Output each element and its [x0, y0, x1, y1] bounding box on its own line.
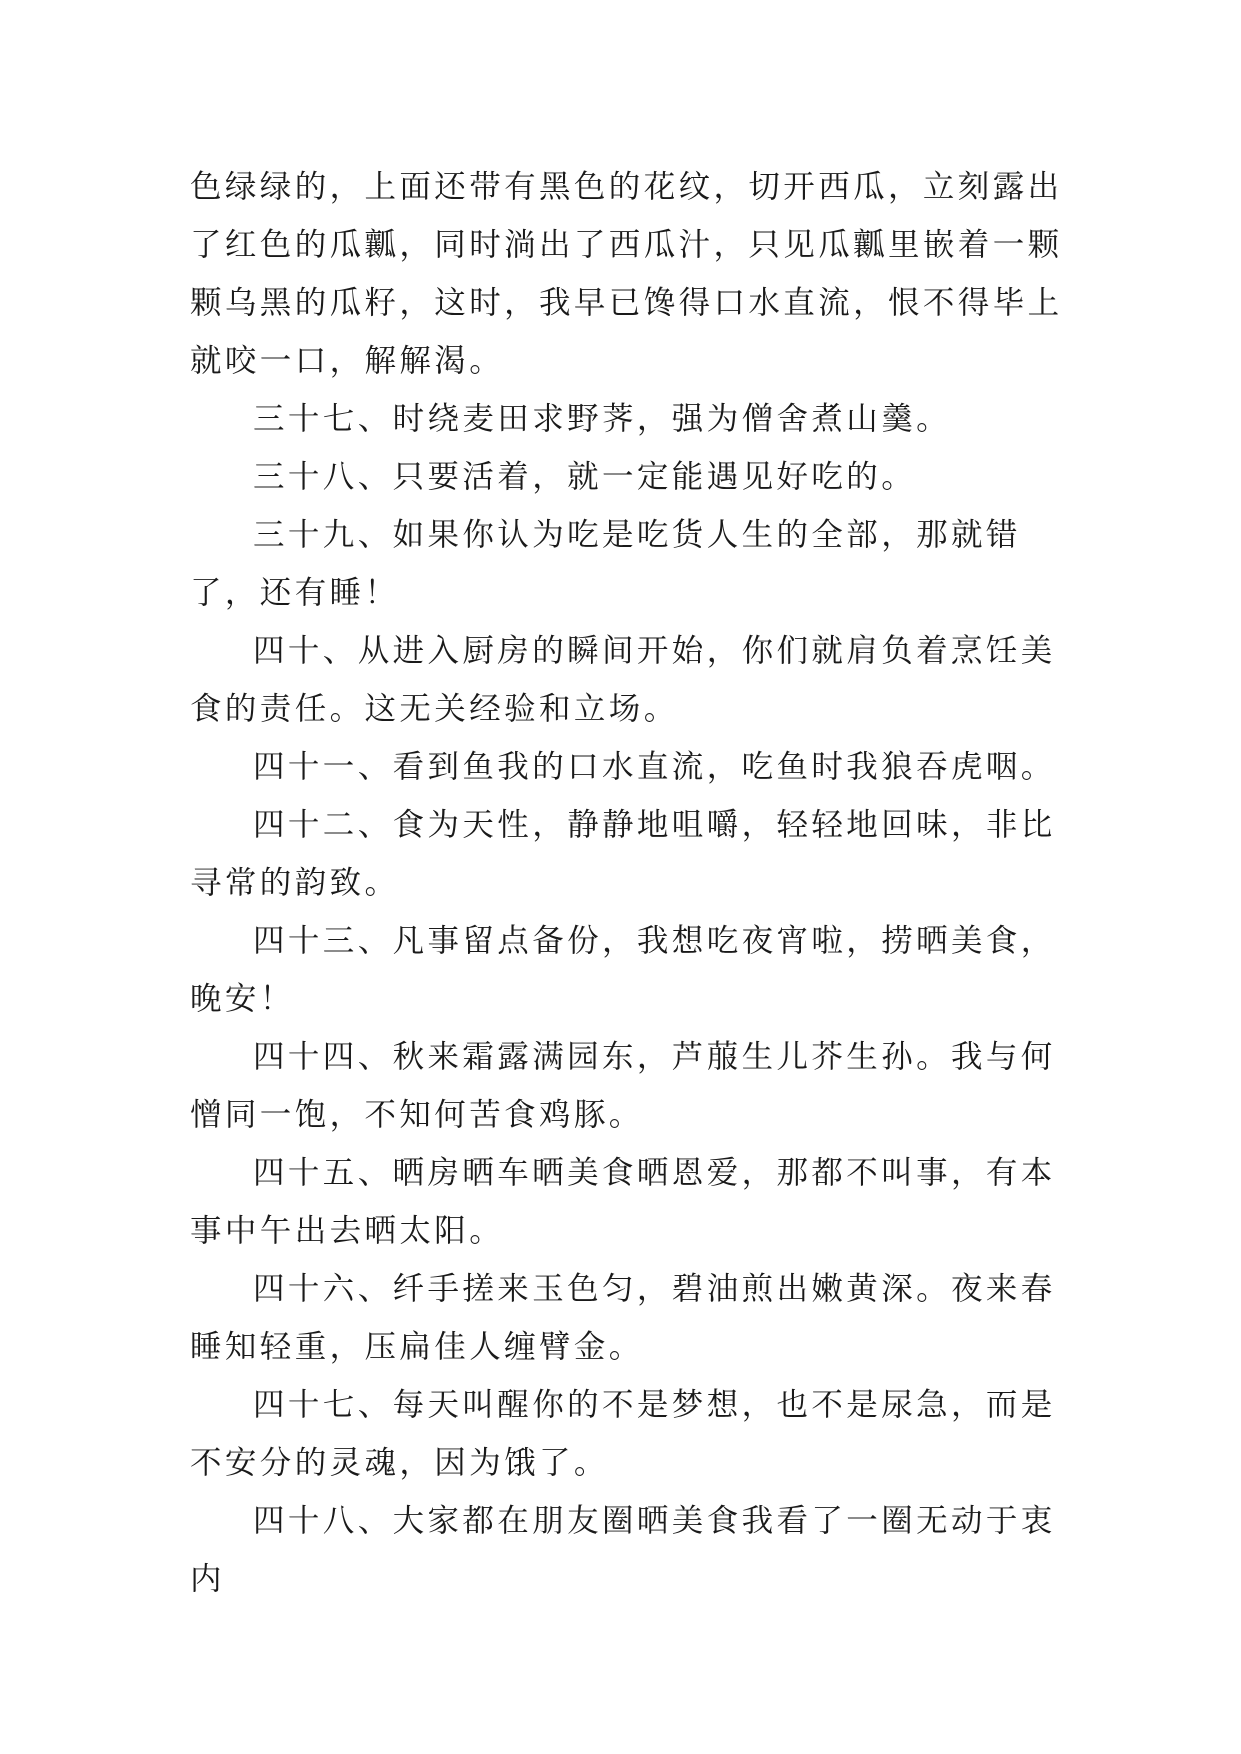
- paragraph-40: 四十、从进入厨房的瞬间开始，你们就肩负着烹饪美食的责任。这无关经验和立场。: [190, 633, 1056, 727]
- document-body: [190, 158, 1070, 1608]
- paragraph-39: 三十九、如果你认为吃是吃货人生的全部，那就错了，还有睡！: [190, 517, 1021, 611]
- paragraph-38: 三十八、只要活着，就一定能遇见好吃的。: [253, 459, 917, 495]
- paragraph-42: 四十二、食为天性，静静地咀嚼，轻轻地回味，非比寻常的韵致。: [190, 807, 1056, 901]
- paragraph-48: 四十八、大家都在朋友圈晒美食我看了一圈无动于衷内: [190, 1503, 1056, 1597]
- paragraph-44: 四十四、秋来霜露满园东，芦菔生儿芥生孙。我与何憎同一饱，不知何苦食鸡豚。: [190, 1039, 1056, 1133]
- paragraph-41: 四十一、看到鱼我的口水直流，吃鱼时我狼吞虎咽。: [253, 749, 1056, 785]
- paragraph-46: 四十六、纤手搓来玉色匀，碧油煎出嫩黄深。夜来春睡知轻重，压扁佳人缠臂金。: [190, 1271, 1056, 1365]
- paragraph-37: 三十七、时绕麦田求野荠，强为僧舍煮山羹。: [253, 401, 952, 437]
- paragraph-43: 四十三、凡事留点备份，我想吃夜宵啦，捞晒美食，晚安！: [190, 923, 1056, 1017]
- paragraph-47: 四十七、每天叫醒你的不是梦想，也不是尿急，而是不安分的灵魂，因为饿了。: [190, 1387, 1056, 1481]
- paragraph-continuation: 色绿绿的，上面还带有黑色的花纹，切开西瓜，立刻露出了红色的瓜瓤，同时淌出了西瓜汁，只见瓜瓤里嵌着一颗颗乌黑的瓜籽，这时，我早已馋得口水直流，恨不得毕上就咬一口，解解渴。: [190, 169, 1063, 379]
- paragraph-45: 四十五、晒房晒车晒美食晒恩爱，那都不叫事，有本事中午出去晒太阳。: [190, 1155, 1056, 1249]
